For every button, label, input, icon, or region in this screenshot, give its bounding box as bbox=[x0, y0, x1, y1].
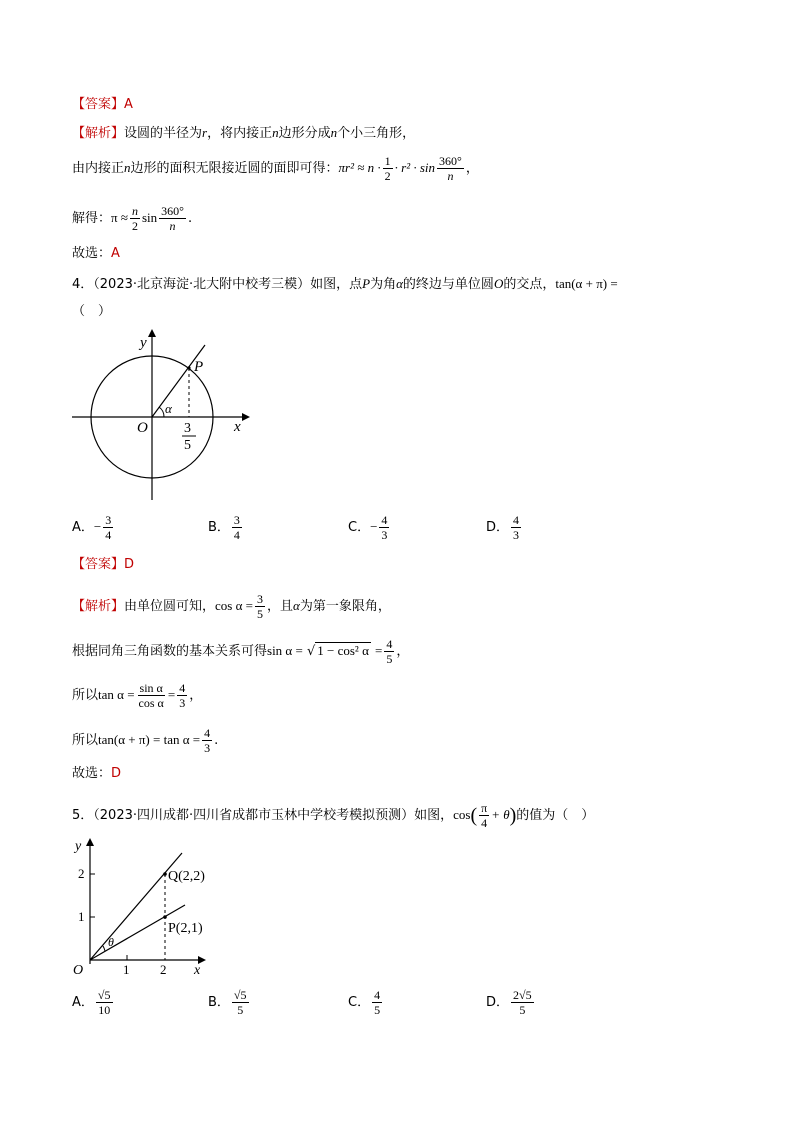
q3-analysis-line1 bbox=[72, 124, 415, 143]
x-tick-1-label: 1 bbox=[123, 962, 130, 977]
option-sign: − bbox=[370, 519, 378, 534]
q-label: Q(2,2) bbox=[168, 869, 205, 884]
option-d[interactable] bbox=[486, 513, 523, 542]
denominator: n bbox=[447, 169, 454, 183]
y-label: y bbox=[75, 839, 82, 854]
fraction-pi4 bbox=[479, 801, 489, 830]
answer-tag: 【答案】 bbox=[72, 557, 125, 572]
numerator: 3 bbox=[233, 513, 240, 527]
y-tick-1-label: 1 bbox=[78, 909, 85, 924]
denominator: 2 bbox=[384, 169, 391, 183]
numerator: 4 bbox=[204, 726, 211, 740]
text: 设圆的半径为 bbox=[124, 126, 203, 141]
option-label: B． bbox=[208, 995, 230, 1010]
text: 4．（2023·北京海淀·北大附中校考三模）如图，点 bbox=[72, 277, 363, 292]
math-n: n bbox=[124, 160, 131, 175]
denominator: 2 bbox=[131, 219, 138, 233]
numerator: 360° bbox=[161, 204, 184, 218]
unit-circle-figure bbox=[70, 325, 250, 505]
y-axis-arrow bbox=[148, 329, 156, 337]
numerator: n bbox=[131, 204, 138, 218]
option-sign: − bbox=[93, 519, 102, 534]
analysis-tag: 【解析】 bbox=[72, 599, 125, 614]
angle-arc bbox=[159, 407, 164, 417]
formula: πr² ≈ n · bbox=[338, 160, 381, 175]
q3-analysis-line2 bbox=[72, 154, 479, 183]
equals: = bbox=[375, 643, 383, 658]
answer-value: A bbox=[124, 97, 133, 112]
text: 的交点， bbox=[503, 277, 556, 292]
text: 为第一象限角， bbox=[299, 599, 391, 614]
tick-den: 5 bbox=[184, 438, 191, 453]
formula: tan α = bbox=[98, 687, 135, 702]
theta-arc bbox=[103, 946, 105, 951]
fraction-n2 bbox=[130, 204, 140, 233]
q3-choose-line bbox=[72, 245, 120, 263]
option-label: D． bbox=[486, 520, 510, 535]
text: ， bbox=[396, 644, 410, 659]
option-b[interactable] bbox=[208, 988, 251, 1017]
text: 边形的面积无限接近圆的面即可得： bbox=[130, 161, 339, 176]
numerator: √5 bbox=[233, 988, 247, 1002]
text: . bbox=[187, 211, 193, 226]
text: 根据同角三角函数的基本关系可得 bbox=[72, 644, 268, 659]
numerator: 4 bbox=[179, 681, 186, 695]
origin-label: O bbox=[73, 963, 84, 978]
choose-value: A bbox=[111, 246, 120, 261]
text: ， bbox=[465, 161, 479, 176]
fraction-360 bbox=[437, 154, 464, 183]
alpha-label: α bbox=[165, 401, 172, 416]
numerator: √5 bbox=[97, 988, 111, 1002]
fraction bbox=[202, 726, 212, 755]
point-q bbox=[163, 872, 167, 876]
y-label: y bbox=[140, 335, 147, 351]
fraction bbox=[384, 637, 394, 666]
option-b[interactable] bbox=[208, 513, 244, 542]
option-d[interactable] bbox=[486, 988, 536, 1017]
q3-answer-line bbox=[72, 96, 133, 114]
denominator: 5 bbox=[237, 1003, 244, 1017]
option-label: C． bbox=[348, 995, 371, 1010]
q4-analysis-line1 bbox=[72, 592, 391, 621]
math-alpha: α bbox=[396, 276, 403, 291]
analysis-tag: 【解析】 bbox=[72, 126, 125, 141]
option-a[interactable] bbox=[72, 988, 115, 1017]
numerator: 3 bbox=[105, 513, 112, 527]
denominator: 5 bbox=[257, 607, 264, 621]
numerator: π bbox=[481, 801, 488, 815]
formula: π ≈ bbox=[111, 210, 128, 225]
text: ，将内接正 bbox=[207, 126, 273, 141]
math-o: O bbox=[493, 276, 504, 291]
text: 所以 bbox=[72, 688, 99, 703]
text: 为角 bbox=[370, 277, 397, 292]
numerator: 4 bbox=[381, 513, 388, 527]
text: 由单位圆可知， bbox=[124, 599, 216, 614]
formula-theta: + θ bbox=[491, 807, 510, 822]
text: 解得： bbox=[72, 211, 112, 226]
theta-label: θ bbox=[108, 935, 114, 949]
formula: tan(α + π) = bbox=[555, 276, 618, 291]
p-label: P(2,1) bbox=[168, 921, 203, 936]
point-p bbox=[187, 366, 190, 369]
math-n: n bbox=[272, 125, 279, 140]
q4-analysis-line3 bbox=[72, 681, 202, 710]
fraction bbox=[137, 681, 166, 710]
fraction bbox=[177, 681, 187, 710]
numerator: 4 bbox=[386, 637, 393, 651]
formula: sin α = bbox=[267, 643, 303, 658]
denominator: 10 bbox=[98, 1003, 111, 1017]
numerator: 4 bbox=[374, 988, 381, 1002]
numerator: 3 bbox=[257, 592, 264, 606]
denominator: 4 bbox=[105, 528, 112, 542]
q4-blank: （ ） bbox=[72, 304, 112, 319]
paren-open: ( bbox=[470, 804, 478, 827]
numerator: 360° bbox=[439, 154, 462, 168]
option-c[interactable] bbox=[348, 988, 384, 1017]
denominator: 4 bbox=[481, 816, 488, 830]
p-label: P bbox=[194, 359, 204, 375]
option-fraction bbox=[103, 513, 113, 542]
math-r: r bbox=[202, 125, 208, 140]
text: . bbox=[214, 733, 219, 748]
option-fraction bbox=[232, 988, 249, 1017]
fraction bbox=[255, 592, 265, 621]
option-fraction bbox=[232, 513, 242, 542]
formula: sin bbox=[141, 210, 158, 225]
denominator: 5 bbox=[519, 1003, 526, 1017]
option-fraction bbox=[372, 988, 382, 1017]
q4-analysis-line2: 根据同角三角函数的基本关系可得sin α = √ 1 − cos² α = $\frac{4}{5}$ ， bbox=[72, 637, 410, 666]
numerator: 2√5 bbox=[513, 988, 532, 1002]
option-label: B． bbox=[208, 520, 230, 535]
denominator: 5 bbox=[386, 652, 393, 666]
math-alpha: α bbox=[293, 598, 300, 613]
numerator: 1 bbox=[384, 154, 391, 168]
text: 所以 bbox=[72, 733, 99, 748]
numerator: 4 bbox=[513, 513, 520, 527]
denominator: 4 bbox=[233, 528, 240, 542]
formula: tan(α + π) = tan α = bbox=[98, 732, 201, 747]
denominator: 3 bbox=[204, 741, 211, 755]
q4-stem bbox=[72, 275, 618, 294]
denominator: n bbox=[169, 219, 176, 233]
option-label: D． bbox=[486, 995, 510, 1010]
tick-num: 3 bbox=[184, 421, 191, 436]
text: 边形分成 bbox=[278, 126, 331, 141]
math-p: P bbox=[362, 276, 371, 291]
option-fraction bbox=[379, 513, 389, 542]
fraction-360 bbox=[159, 204, 186, 233]
x-tick-2-label: 2 bbox=[160, 962, 167, 977]
y-tick-2-label: 2 bbox=[78, 866, 85, 881]
text: 的终边与单位圆 bbox=[402, 277, 494, 292]
q3-analysis-line3 bbox=[72, 204, 192, 233]
x-label: x bbox=[194, 963, 201, 978]
numerator: sin α bbox=[139, 681, 163, 695]
choose-label: 故选： bbox=[72, 246, 112, 261]
denominator: 5 bbox=[374, 1003, 381, 1017]
choose-label: 故选： bbox=[72, 766, 112, 781]
origin-label: O bbox=[137, 420, 148, 436]
option-fraction bbox=[511, 513, 521, 542]
formula: cos α = bbox=[215, 598, 254, 613]
text: ， bbox=[189, 688, 203, 703]
x-axis-arrow bbox=[242, 413, 250, 421]
text: 由内接正 bbox=[72, 161, 125, 176]
formula: · r² · sin bbox=[394, 160, 436, 175]
answer-tag: 【答案】 bbox=[72, 97, 125, 112]
q5-stem bbox=[72, 801, 594, 830]
paren-close: ) bbox=[509, 804, 517, 827]
denominator: 3 bbox=[381, 528, 388, 542]
choose-value: D bbox=[111, 766, 122, 781]
text: 的值为（ ） bbox=[516, 808, 595, 823]
equals: = bbox=[167, 687, 176, 702]
option-a[interactable] bbox=[72, 513, 115, 542]
answer-value: D bbox=[124, 557, 135, 572]
option-label: A． bbox=[72, 995, 94, 1010]
option-c[interactable] bbox=[348, 513, 391, 542]
option-label: A． bbox=[72, 520, 94, 535]
text: 个小三角形， bbox=[337, 126, 416, 141]
formula-cos: cos bbox=[453, 807, 471, 822]
sqrt-expression: 1 − cos² α bbox=[317, 643, 369, 658]
q4-choose-line bbox=[72, 765, 121, 783]
math-n: n bbox=[330, 125, 338, 140]
denominator: 3 bbox=[513, 528, 520, 542]
point-p bbox=[163, 915, 167, 919]
y-axis-arrow bbox=[86, 838, 94, 846]
text: ，且 bbox=[267, 599, 294, 614]
q4-analysis-line4 bbox=[72, 726, 218, 755]
option-fraction bbox=[96, 988, 113, 1017]
option-fraction bbox=[511, 988, 534, 1017]
option-label: C． bbox=[348, 520, 371, 535]
fraction-half bbox=[383, 154, 393, 183]
denominator: cos α bbox=[138, 696, 164, 710]
x-label: x bbox=[234, 419, 241, 435]
q4-answer-line bbox=[72, 556, 134, 574]
denominator: 3 bbox=[179, 696, 186, 710]
text: 5．（2023·四川成都·四川省成都市玉林中学校考模拟预测）如图， bbox=[72, 808, 454, 823]
coordinate-figure bbox=[70, 834, 220, 979]
terminal-side bbox=[152, 345, 205, 417]
